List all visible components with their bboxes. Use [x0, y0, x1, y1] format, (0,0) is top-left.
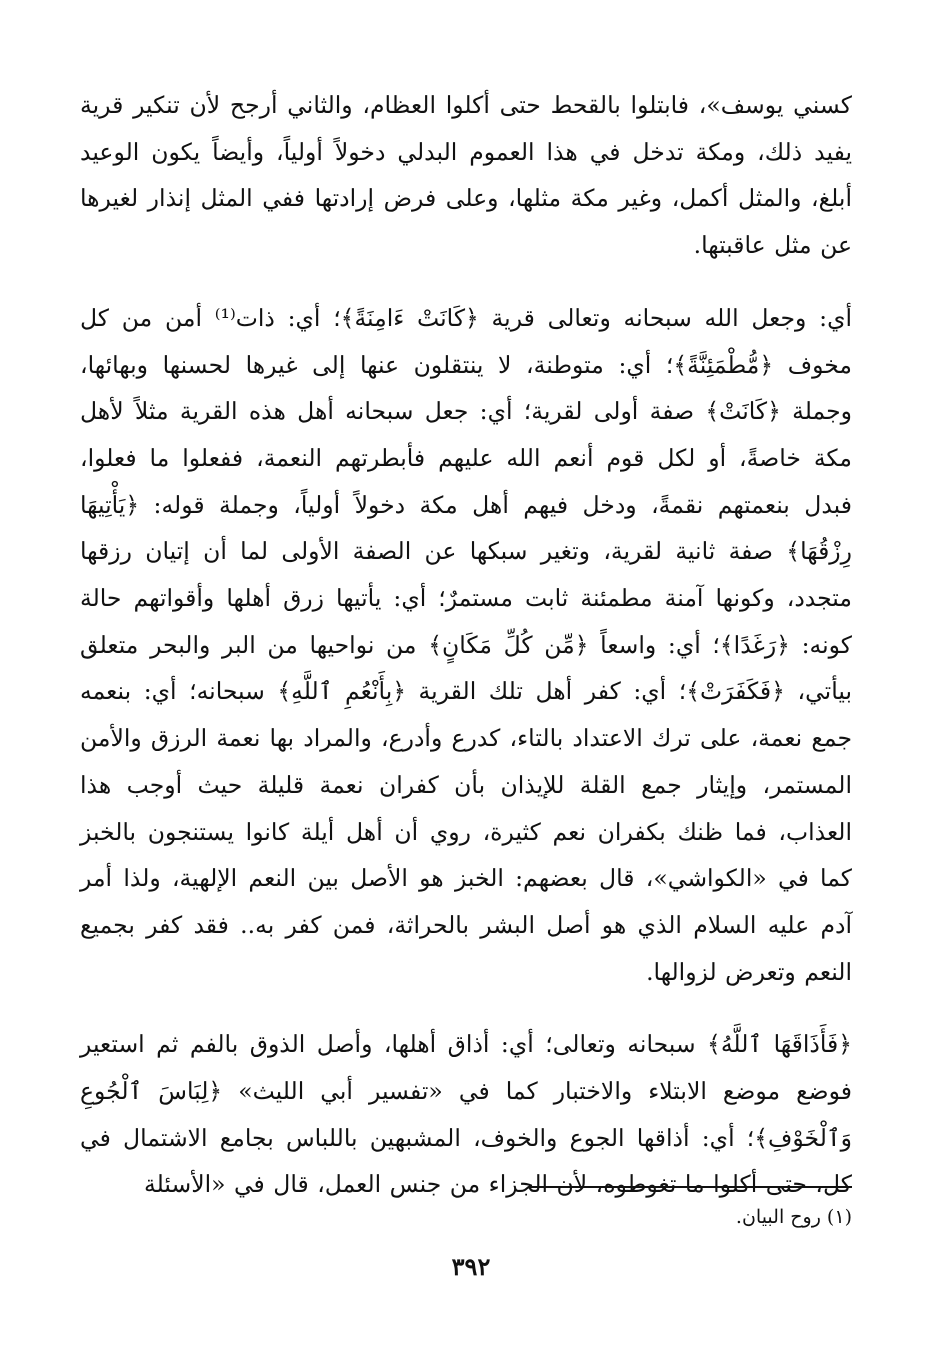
footnote-divider: [530, 1186, 852, 1188]
footnote: (١) روح البيان.: [735, 1206, 852, 1228]
paragraph-commentary-2: ﴿فَأَذَاقَهَا ٱللَّهُ﴾ سبحانه وتعالى؛ أي: أذاق أهلها، وأصل الذوق بالفم ثم استعير فوضع موضع الابتلاء والاختبار كما في «تفسير أبي الليث» ﴿لِبَاسَ ٱلْجُوعِ وَٱلْخَوْفِ﴾؛ أي: أذاقها الجوع والخوف، المشبهين باللباس بجامع الاشتمال في كل، حتى أكلوا ما تغوطوه، لأن الجزاء من جنس العمل، قال في «الأسئلة: [80, 1030, 852, 1199]
paragraph-continuation: كسني يوسف»، فابتلوا بالقحط حتى أكلوا العظام، والثاني أرجح لأن تنكير قرية يفيد ذلك، ومكة تدخل في هذا العموم البدلي دخولاً أولياً، وأيضاً يكون الوعيد أبلغ، والمثل أكمل، وغير مكة مثلها، وعلى فرض إرادتها ففي المثل إنذار لغيرها عن مثل عاقبتها.: [80, 91, 852, 260]
paragraph-commentary: أي: وجعل الله سبحانه وتعالى قرية ﴿كَانَتْ ءَامِنَةً﴾؛ أي: ذات⁽¹⁾ أمن من كل مخوف ﴿مُّطْمَئِنَّةً﴾؛ أي: متوطنة، لا ينتقلون عنها إلى غيرها لحسنها وبهائها، وجملة ﴿كَانَتْ﴾ صفة أولى لقرية؛ أي: جعل سبحانه أهل هذه القرية مثلاً لأهل مكة خاصةً، أو لكل قوم أنعم الله عليهم فأبطرتهم النعمة، ففعلوا ما فعلوا، فبدل بنعمتهم نقمةً، ودخل فيهم أهل مكة دخولاً أولياً، وجملة قوله: ﴿يَأْتِيهَا رِزْقُهَا﴾ صفة ثانية لقرية، وتغير سبكها عن الصفة الأولى لما أن إتيان رزقها متجدد، وكونها آمنة مطمئنة ثابت مستمرٌ؛ أي: يأتيها زرق أهلها وأقواتهم حالة كونه: ﴿رَغَدًا﴾؛ أي: واسعاً ﴿مِّن كُلِّ مَكَانٍ﴾ من نواحيها من البر والبحر متعلق بيأتي، ﴿فَكَفَرَتْ﴾؛ أي: كفر أهل تلك القرية ﴿بِأَنْعُمِ ٱللَّهِ﴾ سبحانه؛ أي: بنعمه جمع نعمة، على ترك الاعتداد بالتاء، كدرع وأدرع، والمراد بها نعمة الرزق والأمن المستمر، وإيثار جمع القلة للإيذان بأن كفران نعمة قليلة حيث أوجب هذا العذاب، فما ظنك بكفران نعم كثيرة، روي أن أهل أيلة كانوا يستنجون بالخبز كما في «الكواشي»، قال بعضهم: الخبز هو الأصل بين النعم الإلهية، ولذا أمر آدم عليه السلام الذي هو أصل البشر بالحراثة، فمن كفر به.. فقد كفر بجميع النعم وتعرض لزوالها.: [80, 303, 852, 986]
page-number: ٣٩٢: [451, 1252, 491, 1281]
page-body: [80, 82, 852, 1208]
